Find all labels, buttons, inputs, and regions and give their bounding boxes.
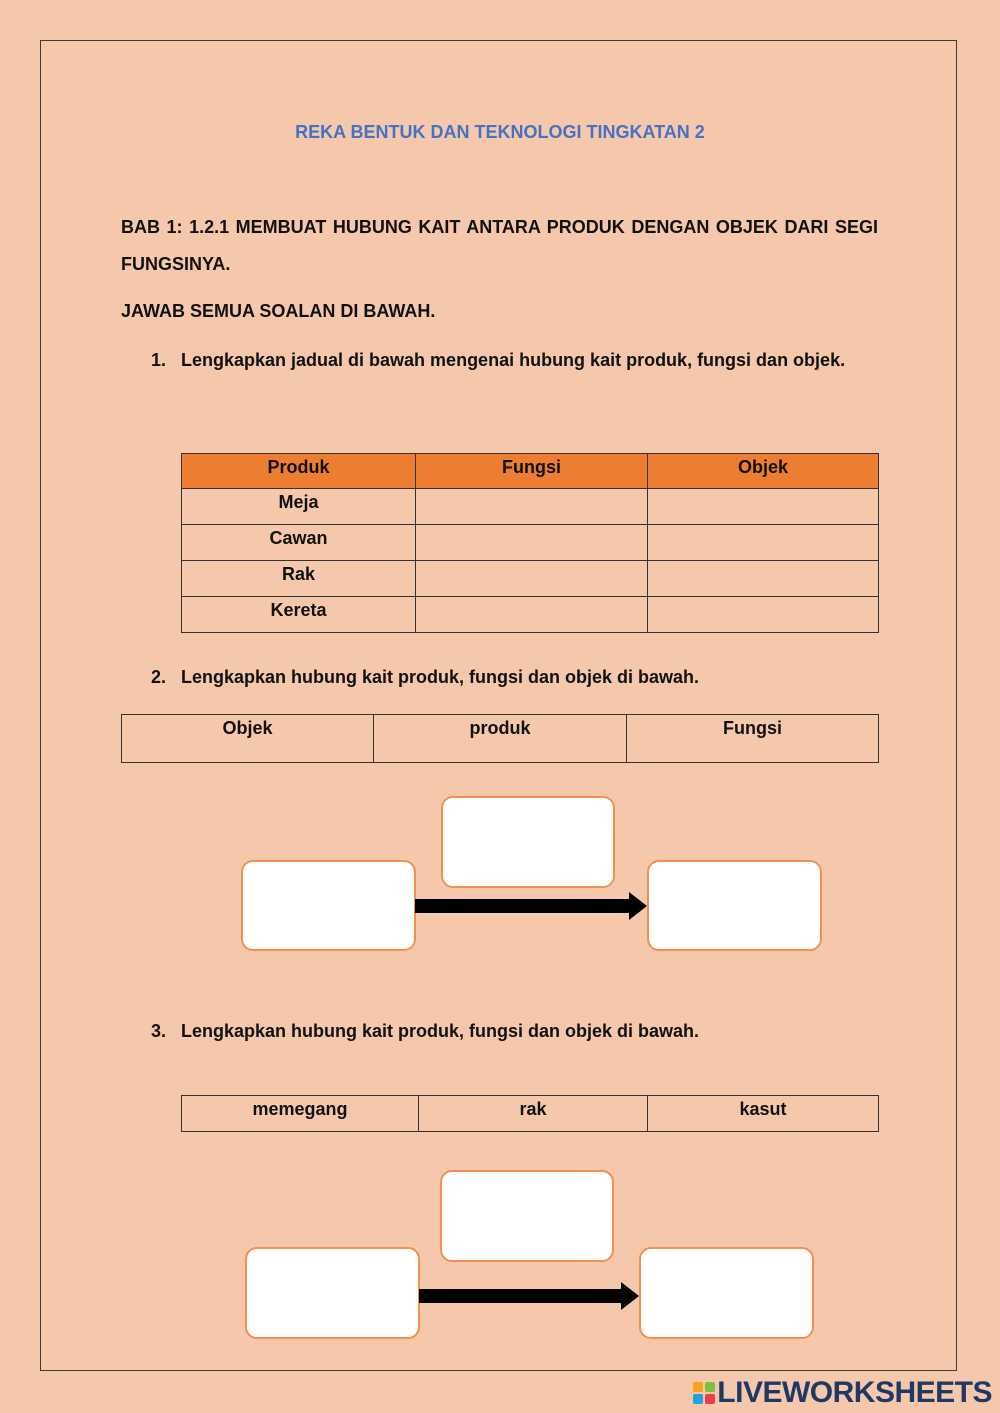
- q3-word-kasut[interactable]: kasut: [648, 1096, 879, 1132]
- q1-objek-answer[interactable]: [648, 489, 879, 525]
- q1-header-produk: Produk: [182, 454, 416, 489]
- q2-word-fungsi[interactable]: Fungsi: [627, 715, 879, 763]
- q3-word-memegang[interactable]: memegang: [182, 1096, 419, 1132]
- q3-word-rak[interactable]: rak: [419, 1096, 648, 1132]
- q1-number: 1.: [151, 350, 167, 370]
- q1-fungsi-answer[interactable]: [416, 525, 648, 561]
- table-row: [182, 597, 879, 633]
- worksheet-title: REKA BENTUK DAN TEKNOLOGI TINGKATAN 2: [295, 122, 705, 142]
- q1-fungsi-answer[interactable]: [416, 489, 648, 525]
- q1-product-cell: Rak: [182, 561, 416, 597]
- q3-left-answer-box[interactable]: [245, 1247, 420, 1339]
- q1-objek-answer[interactable]: [648, 597, 879, 633]
- q3-right-answer-box[interactable]: [639, 1247, 814, 1339]
- q1-objek-answer[interactable]: [648, 525, 879, 561]
- q2-text: Lengkapkan hubung kait produk, fungsi dan objek di bawah.: [181, 667, 700, 687]
- table-row: [182, 561, 879, 597]
- q1-header-objek: Objek: [648, 454, 879, 489]
- q2-arrow-icon: [415, 892, 647, 920]
- q1-table: [181, 453, 879, 633]
- q2-right-answer-box[interactable]: [647, 860, 822, 951]
- q1-product-cell: Meja: [182, 489, 416, 525]
- q3-word-bank: [181, 1095, 879, 1132]
- liveworksheets-logo-icon: [693, 1382, 715, 1404]
- q2-word-bank: [121, 714, 879, 763]
- q1-product-cell: Cawan: [182, 525, 416, 561]
- q3-middle-answer-box[interactable]: [440, 1170, 614, 1262]
- q1-product-cell: Kereta: [182, 597, 416, 633]
- q3-arrow-icon: [419, 1282, 639, 1310]
- liveworksheets-logo: [693, 1376, 992, 1410]
- q1-header-fungsi: Fungsi: [416, 454, 648, 489]
- q2-word-objek[interactable]: Objek: [122, 715, 374, 763]
- q1-table-header: [182, 454, 879, 489]
- q3-text: Lengkapkan hubung kait produk, fungsi dan objek di bawah.: [181, 1021, 700, 1041]
- table-row: [182, 525, 879, 561]
- q1-objek-answer[interactable]: [648, 561, 879, 597]
- q2-number: 2.: [151, 667, 167, 687]
- q2-middle-answer-box[interactable]: [441, 796, 615, 888]
- q3-number: 3.: [151, 1021, 167, 1041]
- liveworksheets-logo-text: LIVEWORKSHEETS: [717, 1376, 992, 1409]
- table-row: [182, 489, 879, 525]
- instruction-text: JAWAB SEMUA SOALAN DI BAWAH.: [121, 301, 436, 321]
- q1-fungsi-answer[interactable]: [416, 561, 648, 597]
- chapter-heading: BAB 1: 1.2.1 MEMBUAT HUBUNG KAIT ANTARA PRODUK DENGAN OBJEK DARI SEGI FUNGSINYA.: [121, 217, 878, 274]
- q2-left-answer-box[interactable]: [241, 860, 416, 951]
- q2-word-produk[interactable]: produk: [374, 715, 627, 763]
- q1-text: Lengkapkan jadual di bawah mengenai hubung kait produk, fungsi dan objek.: [181, 350, 846, 370]
- q1-fungsi-answer[interactable]: [416, 597, 648, 633]
